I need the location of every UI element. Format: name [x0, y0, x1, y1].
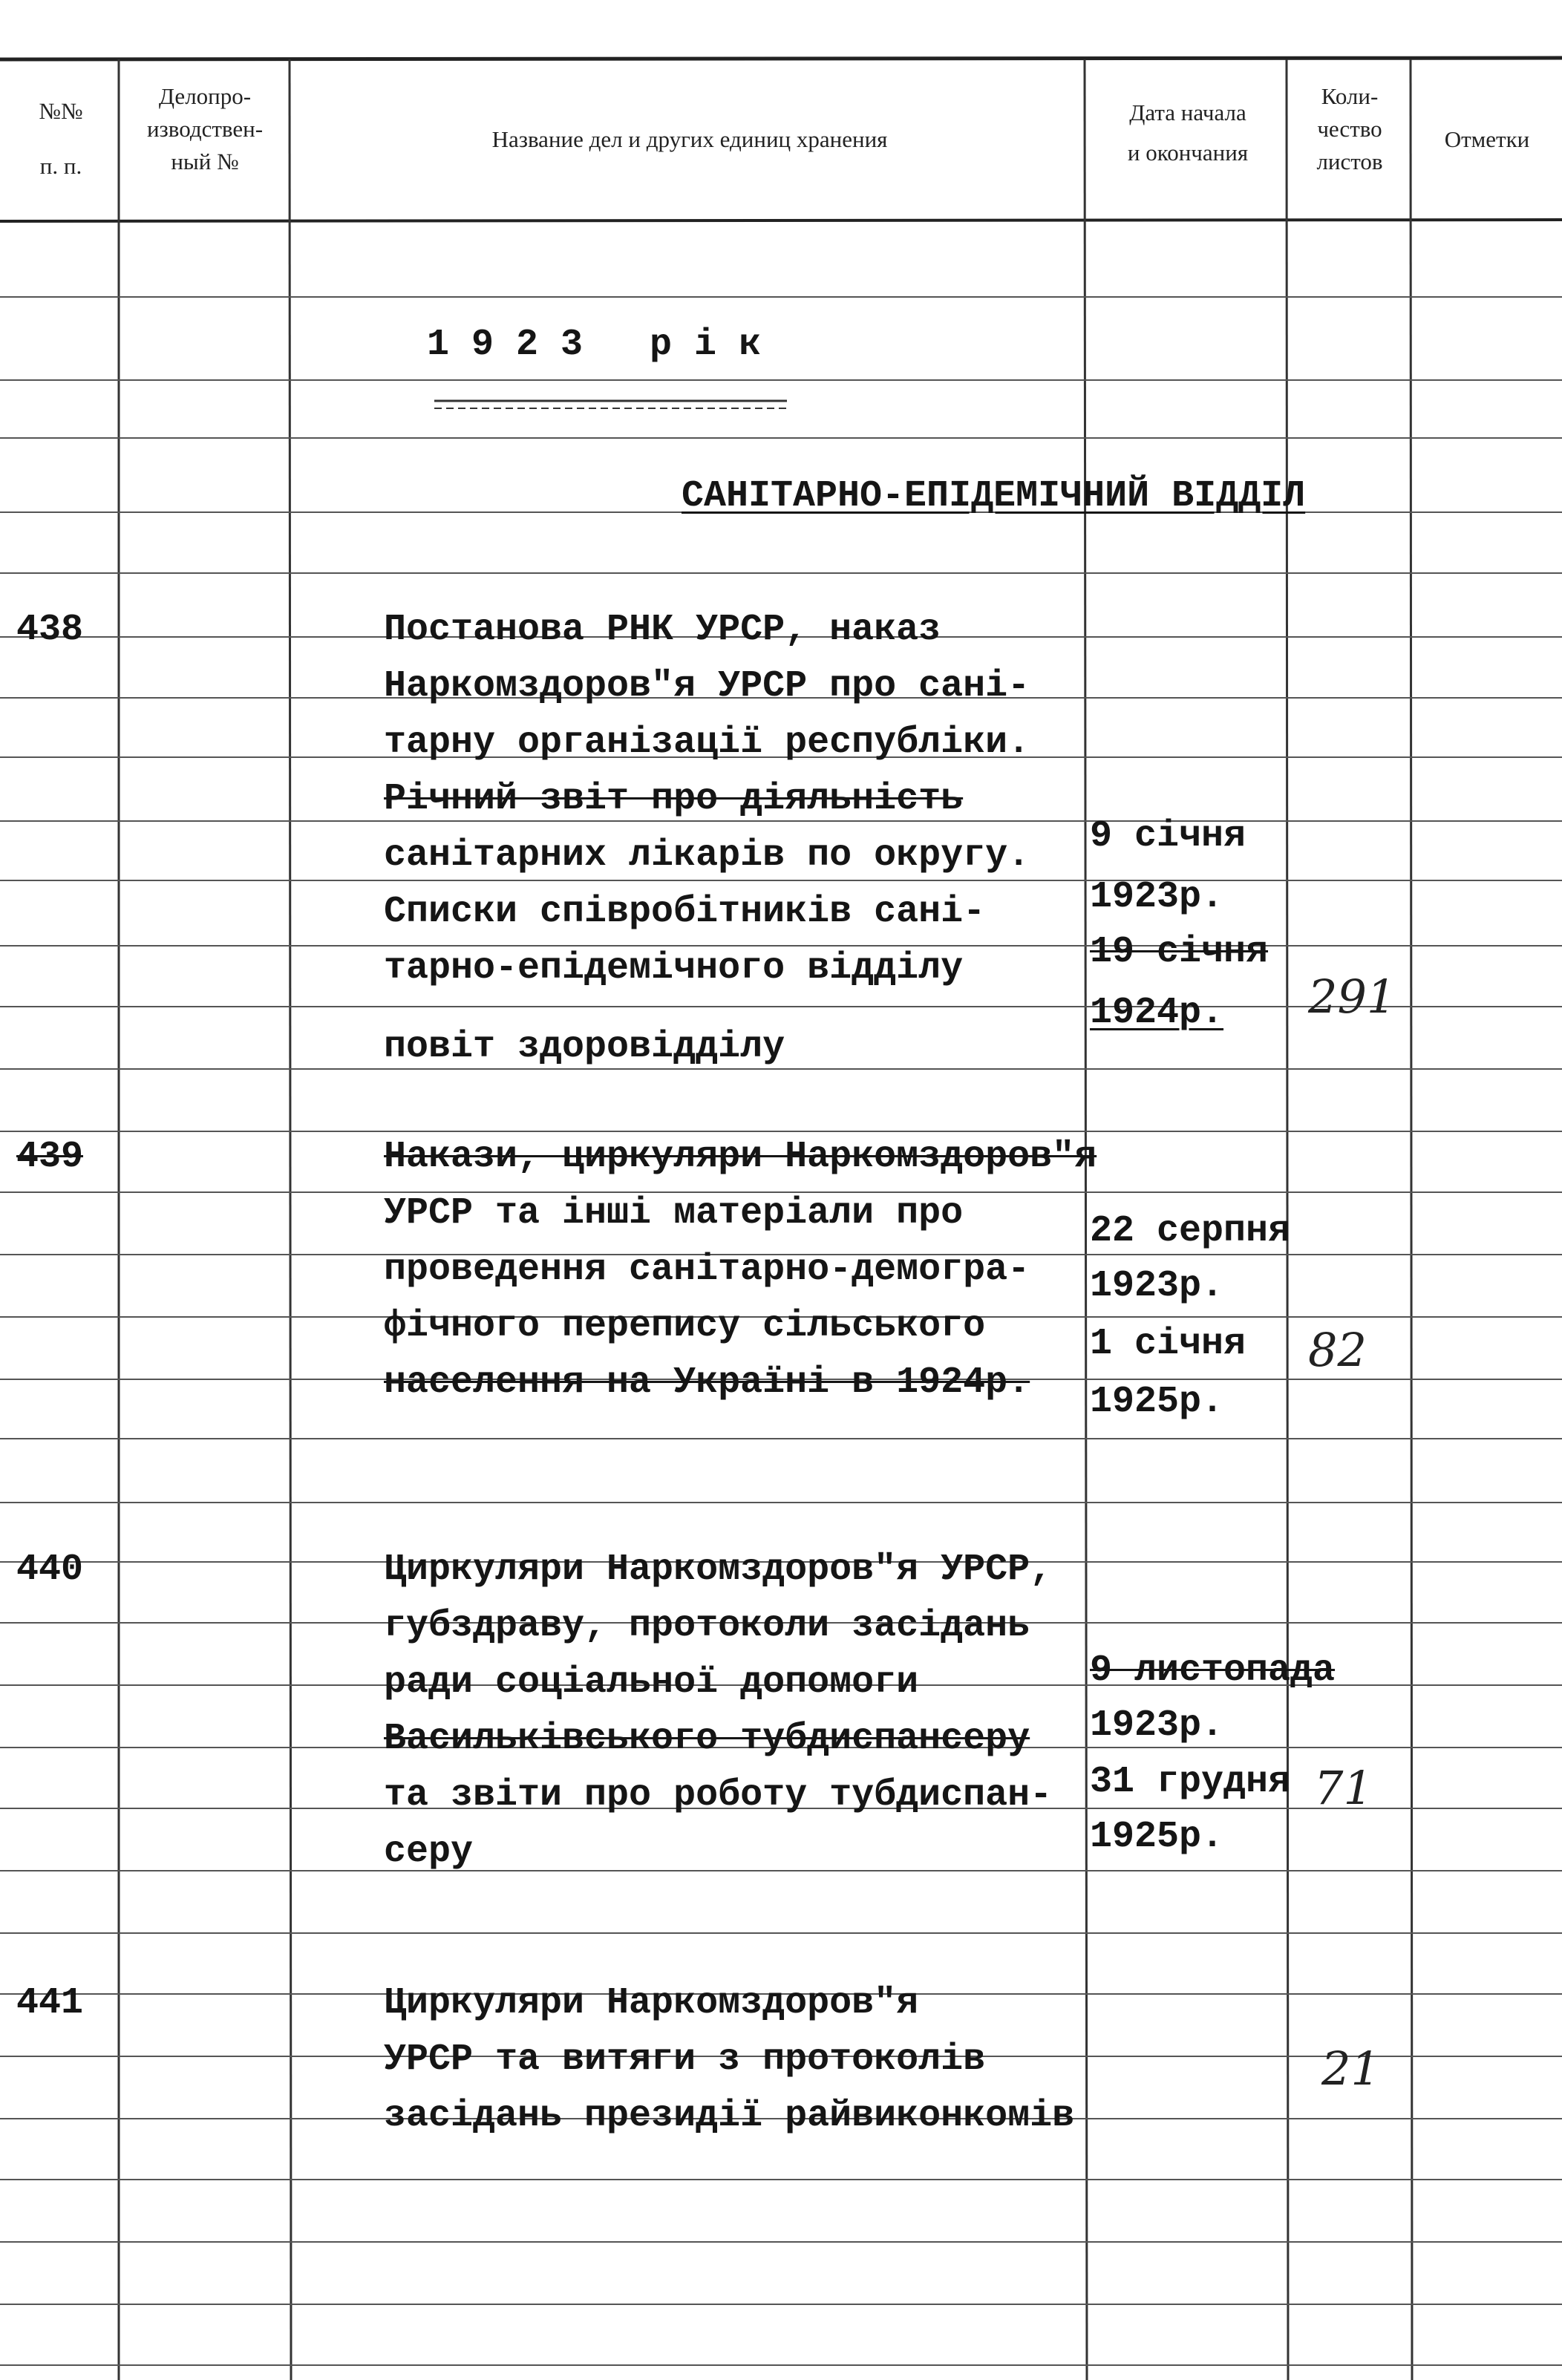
- entry-440-line: серу: [384, 1831, 474, 1873]
- entry-439-line: фічного перепису сільського: [384, 1305, 986, 1347]
- entry-number-439: 439: [16, 1136, 84, 1178]
- entry-number-438: 438: [16, 609, 84, 651]
- header-col-office-number: Делопро- изводствен- ный №: [146, 83, 264, 174]
- entry-438-line: повіт здоровідділу: [384, 1026, 785, 1068]
- entry-438-date-start: 9 січня: [1090, 815, 1246, 857]
- entry-440-date-start: 9 листопада: [1090, 1650, 1336, 1692]
- entry-441-line: засідань президії райвиконкомів: [384, 2095, 1075, 2137]
- entry-441-line: УРСР та витяги з протоколів: [384, 2039, 986, 2081]
- entry-439-date-end: 1 січня: [1090, 1323, 1246, 1365]
- entry-438-line: Постанова РНК УРСР, наказ: [384, 609, 941, 651]
- entry-439-date-start: 22 серпня: [1090, 1210, 1291, 1252]
- entry-440-line: Циркуляри Наркомздоров"я УРСР,: [384, 1549, 1053, 1591]
- header-col-number: №№ п. п.: [39, 98, 83, 179]
- entry-441-line: Циркуляри Наркомздоров"я: [384, 1982, 919, 2024]
- entry-439-date-end-year: 1925р.: [1090, 1381, 1224, 1423]
- entry-440-line: губздраву, протоколи засідань: [384, 1605, 1030, 1647]
- header-col-dates: Дата начала и окончания: [1127, 99, 1249, 166]
- entry-440-line-struck: Васильківського тубдиспансеру: [384, 1718, 1030, 1760]
- entry-438-line: санітарних лікарів по округу.: [384, 834, 1030, 877]
- entry-440-line: ради соціальної допомоги: [384, 1661, 919, 1704]
- entry-440-line: та звіти про роботу тубдиспан-: [384, 1774, 1053, 1817]
- entry-440-sheet-count: 71: [1314, 1761, 1373, 1815]
- year-heading: 1 9 2 3 р і к: [427, 324, 762, 366]
- entry-439-line-struck: Накази, циркуляри Наркомздоров"я: [384, 1136, 1097, 1178]
- entry-439-sheet-count: 82: [1308, 1323, 1367, 1377]
- entry-438-date-start-year: 1923р.: [1090, 876, 1224, 918]
- entry-number-441: 441: [16, 1982, 84, 2024]
- entry-number-440: 440: [16, 1549, 84, 1591]
- entry-438-date-end-year: 1924р.: [1090, 992, 1224, 1034]
- entry-438-line: тарно-епідемічного відділу: [384, 947, 964, 990]
- header-col-notes: Отметки: [1444, 126, 1530, 152]
- entry-439-line: проведення санітарно-демогра-: [384, 1249, 1030, 1291]
- entry-440-date-end-year: 1925р.: [1090, 1816, 1224, 1858]
- entry-439-line-struck: населення на Україні в 1924р.: [384, 1361, 1030, 1404]
- entry-440-date-start-year: 1923р.: [1090, 1704, 1224, 1747]
- section-heading: САНІТАРНО-ЕПІДЕМІЧНИЙ ВІДДІЛ: [682, 475, 1306, 517]
- entry-439-line: УРСР та інші матеріали про: [384, 1192, 964, 1235]
- entry-438-date-end: 19 січня: [1090, 931, 1269, 973]
- entry-438-sheet-count: 291: [1308, 970, 1396, 1024]
- entry-438-line: Списки співробітників сані-: [384, 891, 986, 933]
- entry-441-sheet-count: 21: [1321, 2041, 1380, 2096]
- header-col-sheets: Коли- чество листов: [1316, 83, 1383, 174]
- header-col-title: Название дел и других единиц хранения: [491, 126, 888, 152]
- entry-438-line: Наркомздоров"я УРСР про сані-: [384, 665, 1030, 707]
- entry-438-line-struck: Річний звіт про діяльність: [384, 778, 964, 820]
- entry-439-date-start-year: 1923р.: [1090, 1265, 1224, 1307]
- entry-438-line: тарну організації республіки.: [384, 722, 1030, 764]
- entry-440-date-end: 31 грудня: [1090, 1761, 1291, 1803]
